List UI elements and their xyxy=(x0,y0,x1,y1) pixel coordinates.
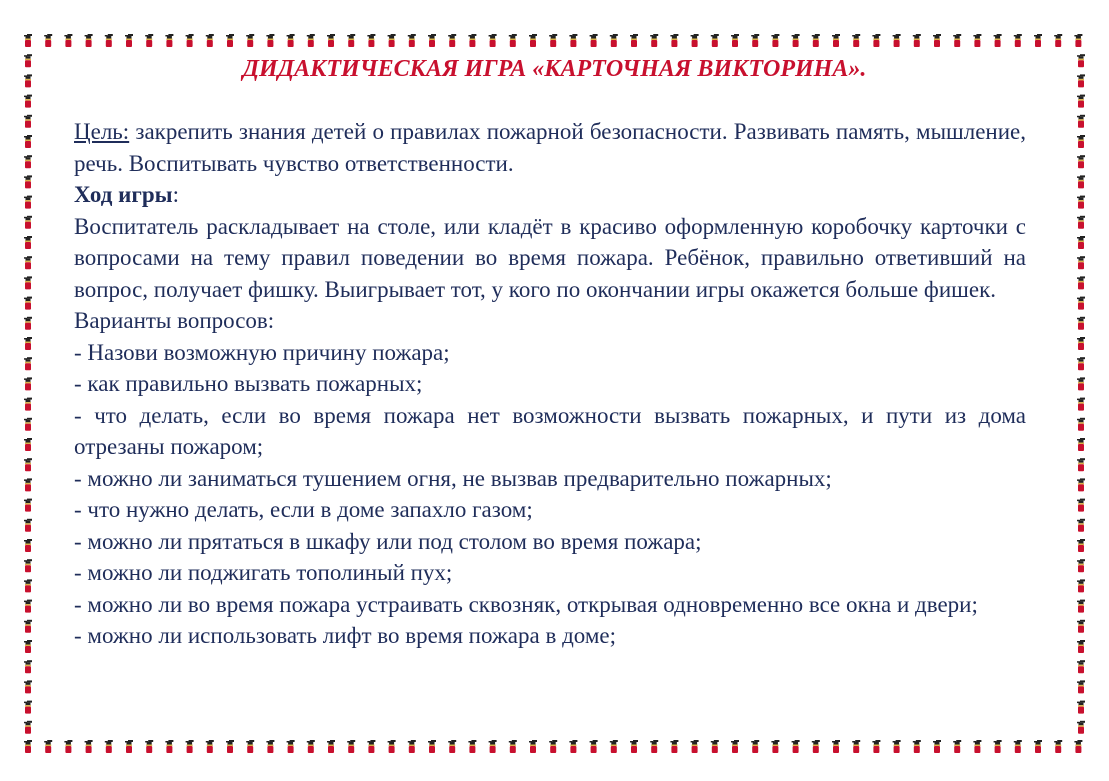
questions-heading: Варианты вопросов: xyxy=(74,308,275,333)
fire-extinguisher-icon xyxy=(24,438,32,451)
fire-extinguisher-icon xyxy=(670,34,678,47)
question-item: - можно ли во время пожара устраивать сквозняк, открывая одновременно все окна и двери; xyxy=(74,591,978,617)
goal-label: Цель: xyxy=(74,119,130,144)
fire-extinguisher-icon xyxy=(388,34,396,47)
fire-extinguisher-icon xyxy=(1077,196,1085,209)
fire-extinguisher-icon xyxy=(1077,559,1085,572)
fire-extinguisher-icon xyxy=(24,499,32,512)
fire-extinguisher-icon xyxy=(1034,740,1042,753)
fire-extinguisher-icon xyxy=(1077,216,1085,229)
fire-extinguisher-icon xyxy=(24,579,32,592)
fire-extinguisher-icon xyxy=(913,740,921,753)
fire-extinguisher-icon xyxy=(792,34,800,47)
fire-extinguisher-icon xyxy=(24,478,32,491)
fire-extinguisher-icon xyxy=(1077,701,1085,714)
fire-extinguisher-icon xyxy=(1077,337,1085,350)
fire-extinguisher-icon xyxy=(145,740,153,753)
fire-extinguisher-icon xyxy=(953,740,961,753)
fire-extinguisher-icon xyxy=(24,115,32,128)
fire-extinguisher-icon xyxy=(24,740,32,753)
fire-extinguisher-icon xyxy=(1077,680,1085,693)
fire-extinguisher-icon xyxy=(24,721,32,734)
fire-extinguisher-icon xyxy=(24,175,32,188)
fire-extinguisher-icon xyxy=(489,740,497,753)
fire-extinguisher-icon xyxy=(125,34,133,47)
fire-extinguisher-icon xyxy=(206,740,214,753)
fire-extinguisher-icon xyxy=(24,519,32,532)
fire-extinguisher-icon xyxy=(64,34,72,47)
fire-extinguisher-icon xyxy=(24,600,32,613)
fire-extinguisher-icon xyxy=(1077,276,1085,289)
fire-extinguisher-icon xyxy=(24,680,32,693)
fire-extinguisher-icon xyxy=(24,539,32,552)
fire-extinguisher-icon xyxy=(24,34,32,47)
fire-extinguisher-icon xyxy=(893,34,901,47)
fire-extinguisher-icon xyxy=(590,34,598,47)
fire-extinguisher-icon xyxy=(529,740,537,753)
fire-extinguisher-icon xyxy=(448,34,456,47)
fire-extinguisher-icon xyxy=(792,740,800,753)
fire-extinguisher-icon xyxy=(64,740,72,753)
fire-extinguisher-icon xyxy=(691,740,699,753)
fire-extinguisher-icon xyxy=(569,34,577,47)
fire-extinguisher-icon xyxy=(509,740,517,753)
fire-extinguisher-icon xyxy=(1014,34,1022,47)
fire-extinguisher-icon xyxy=(266,740,274,753)
fire-extinguisher-icon xyxy=(751,740,759,753)
fire-extinguisher-icon xyxy=(630,34,638,47)
fire-extinguisher-icon xyxy=(287,34,295,47)
question-item: - можно ли прятаться в шкафу или под столом во время пожара; xyxy=(74,528,702,554)
procedure-heading xyxy=(74,179,1026,211)
fire-extinguisher-icon xyxy=(347,740,355,753)
fire-extinguisher-icon xyxy=(1014,740,1022,753)
question-item: - как правильно вызвать пожарных; xyxy=(74,371,423,396)
fire-extinguisher-icon xyxy=(1074,34,1082,47)
fire-extinguisher-icon xyxy=(388,740,396,753)
fire-extinguisher-icon xyxy=(408,34,416,47)
fire-extinguisher-icon xyxy=(226,34,234,47)
fire-extinguisher-icon xyxy=(1077,438,1085,451)
fire-extinguisher-icon xyxy=(1077,377,1085,390)
fire-extinguisher-icon xyxy=(246,34,254,47)
fire-extinguisher-icon xyxy=(933,740,941,753)
fire-extinguisher-icon xyxy=(246,740,254,753)
fire-extinguisher-icon xyxy=(266,34,274,47)
fire-extinguisher-icon xyxy=(24,418,32,431)
fire-extinguisher-icon xyxy=(812,34,820,47)
fire-extinguisher-icon xyxy=(1077,115,1085,128)
fire-extinguisher-icon xyxy=(24,337,32,350)
fire-extinguisher-icon xyxy=(913,34,921,47)
fire-extinguisher-icon xyxy=(973,34,981,47)
fire-extinguisher-icon xyxy=(549,740,557,753)
fire-extinguisher-icon xyxy=(610,740,618,753)
fire-extinguisher-icon xyxy=(1077,600,1085,613)
fire-extinguisher-icon xyxy=(670,740,678,753)
fire-extinguisher-icon xyxy=(1077,236,1085,249)
fire-extinguisher-icon xyxy=(327,740,335,753)
fire-extinguisher-icon xyxy=(812,740,820,753)
fire-extinguisher-icon xyxy=(165,34,173,47)
fire-extinguisher-icon xyxy=(24,135,32,148)
fire-extinguisher-icon xyxy=(24,276,32,289)
fire-extinguisher-icon xyxy=(24,640,32,653)
fire-extinguisher-icon xyxy=(24,236,32,249)
fire-extinguisher-icon xyxy=(893,740,901,753)
fire-extinguisher-icon xyxy=(529,34,537,47)
fire-extinguisher-icon xyxy=(1077,620,1085,633)
fire-extinguisher-icon xyxy=(1077,579,1085,592)
question-item: - можно ли поджигать тополиный пух; xyxy=(74,560,453,585)
fire-extinguisher-icon xyxy=(549,34,557,47)
goal-text: закрепить знания детей о правилах пожарной безопасности. Развивать память, мышление, речь. Воспитывать чувство ответственности. xyxy=(74,119,1026,176)
fire-extinguisher-icon xyxy=(1077,458,1085,471)
fire-extinguisher-icon xyxy=(24,660,32,673)
fire-extinguisher-icon xyxy=(1077,519,1085,532)
fire-extinguisher-icon xyxy=(408,740,416,753)
fire-extinguisher-icon xyxy=(145,34,153,47)
fire-extinguisher-icon xyxy=(832,34,840,47)
fire-extinguisher-icon xyxy=(125,740,133,753)
question-item: - Назови возможную причину пожара; xyxy=(74,339,450,365)
fire-extinguisher-icon xyxy=(347,34,355,47)
fire-extinguisher-icon xyxy=(610,34,618,47)
fire-extinguisher-icon xyxy=(24,559,32,572)
fire-extinguisher-icon xyxy=(1077,721,1085,734)
fire-extinguisher-icon xyxy=(489,34,497,47)
fire-extinguisher-icon xyxy=(1034,34,1042,47)
fire-extinguisher-icon xyxy=(1077,398,1085,411)
fire-extinguisher-icon xyxy=(24,95,32,108)
fire-extinguisher-icon xyxy=(650,740,658,753)
page-title: ДИДАКТИЧЕСКАЯ ИГРА «КАРТОЧНАЯ ВИКТОРИНА». xyxy=(242,56,867,82)
fire-extinguisher-icon xyxy=(973,740,981,753)
fire-extinguisher-icon xyxy=(1077,357,1085,370)
fire-extinguisher-icon xyxy=(85,740,93,753)
fire-extinguisher-icon xyxy=(327,34,335,47)
fire-extinguisher-icon xyxy=(428,34,436,47)
fire-extinguisher-icon xyxy=(85,34,93,47)
fire-extinguisher-icon xyxy=(1077,660,1085,673)
fire-extinguisher-icon xyxy=(165,740,173,753)
question-item: - что делать, если во время пожара нет возможности вызвать пожарных, и пути из дома отрезаны пожаром; xyxy=(74,402,1026,459)
fire-extinguisher-icon xyxy=(731,740,739,753)
fire-extinguisher-icon xyxy=(1077,297,1085,310)
procedure-heading-text: Ход игры xyxy=(74,182,173,207)
fire-extinguisher-icon xyxy=(751,34,759,47)
goal-paragraph xyxy=(74,116,1026,179)
fire-extinguisher-icon xyxy=(24,398,32,411)
fire-extinguisher-icon xyxy=(1077,539,1085,552)
fire-extinguisher-icon xyxy=(24,256,32,269)
fire-extinguisher-icon xyxy=(24,297,32,310)
fire-extinguisher-icon xyxy=(1077,175,1085,188)
fire-extinguisher-icon xyxy=(24,377,32,390)
fire-extinguisher-icon xyxy=(953,34,961,47)
fire-extinguisher-icon xyxy=(24,196,32,209)
fire-extinguisher-icon xyxy=(872,740,880,753)
document-body xyxy=(74,116,1026,652)
fire-extinguisher-icon xyxy=(711,740,719,753)
fire-extinguisher-icon xyxy=(852,34,860,47)
fire-extinguisher-icon xyxy=(1074,740,1082,753)
fire-extinguisher-icon xyxy=(872,34,880,47)
fire-extinguisher-icon xyxy=(287,740,295,753)
question-item: - можно ли заниматься тушением огня, не вызвав предварительно пожарных; xyxy=(74,465,832,491)
fire-extinguisher-icon xyxy=(226,740,234,753)
fire-extinguisher-icon xyxy=(1054,740,1062,753)
fire-extinguisher-icon xyxy=(1077,95,1085,108)
fire-extinguisher-icon xyxy=(933,34,941,47)
fire-extinguisher-icon xyxy=(1077,499,1085,512)
fire-extinguisher-icon xyxy=(105,740,113,753)
fire-extinguisher-icon xyxy=(1077,256,1085,269)
fire-extinguisher-icon xyxy=(1077,418,1085,431)
fire-extinguisher-icon xyxy=(650,34,658,47)
fire-extinguisher-icon xyxy=(994,34,1002,47)
fire-extinguisher-icon xyxy=(731,34,739,47)
fire-extinguisher-icon xyxy=(590,740,598,753)
fire-extinguisher-icon xyxy=(24,155,32,168)
procedure-heading-colon: : xyxy=(172,182,179,207)
fire-extinguisher-icon xyxy=(1054,34,1062,47)
procedure-paragraph: Воспитатель раскладывает на столе, или кладёт в красиво оформленную коробочку карточки с вопросами на тему правил поведении во время пожара. Ребёнок, правильно ответивший на вопрос, получает фишку. Выигрывает тот, у кого по окончании игры окажется больше фишек. xyxy=(74,213,1026,302)
fire-extinguisher-icon xyxy=(367,740,375,753)
fire-extinguisher-icon xyxy=(1077,478,1085,491)
fire-extinguisher-icon xyxy=(367,34,375,47)
fire-extinguisher-icon xyxy=(994,740,1002,753)
fire-extinguisher-icon xyxy=(186,34,194,47)
question-item: - можно ли использовать лифт во время пожара в доме; xyxy=(74,623,616,648)
fire-extinguisher-icon xyxy=(105,34,113,47)
fire-extinguisher-icon xyxy=(1077,135,1085,148)
question-item: - что нужно делать, если в доме запахло газом; xyxy=(74,497,533,522)
fire-extinguisher-icon xyxy=(468,34,476,47)
fire-extinguisher-icon xyxy=(186,740,194,753)
fire-extinguisher-icon xyxy=(206,34,214,47)
fire-extinguisher-icon xyxy=(44,34,52,47)
fire-extinguisher-icon xyxy=(24,458,32,471)
fire-extinguisher-icon xyxy=(852,740,860,753)
fire-extinguisher-icon xyxy=(1077,640,1085,653)
fire-extinguisher-icon xyxy=(44,740,52,753)
fire-extinguisher-icon xyxy=(1077,317,1085,330)
fire-extinguisher-icon xyxy=(771,740,779,753)
fire-extinguisher-icon xyxy=(771,34,779,47)
fire-extinguisher-icon xyxy=(509,34,517,47)
fire-extinguisher-icon xyxy=(428,740,436,753)
fire-extinguisher-icon xyxy=(630,740,638,753)
fire-extinguisher-icon xyxy=(468,740,476,753)
fire-extinguisher-icon xyxy=(24,357,32,370)
fire-extinguisher-icon xyxy=(24,620,32,633)
fire-extinguisher-icon xyxy=(1077,155,1085,168)
fire-extinguisher-icon xyxy=(307,740,315,753)
fire-extinguisher-icon xyxy=(569,740,577,753)
fire-extinguisher-icon xyxy=(832,740,840,753)
fire-extinguisher-icon xyxy=(691,34,699,47)
fire-extinguisher-icon xyxy=(307,34,315,47)
fire-extinguisher-icon xyxy=(24,216,32,229)
fire-extinguisher-icon xyxy=(448,740,456,753)
fire-extinguisher-icon xyxy=(24,701,32,714)
fire-extinguisher-icon xyxy=(711,34,719,47)
fire-extinguisher-icon xyxy=(24,317,32,330)
